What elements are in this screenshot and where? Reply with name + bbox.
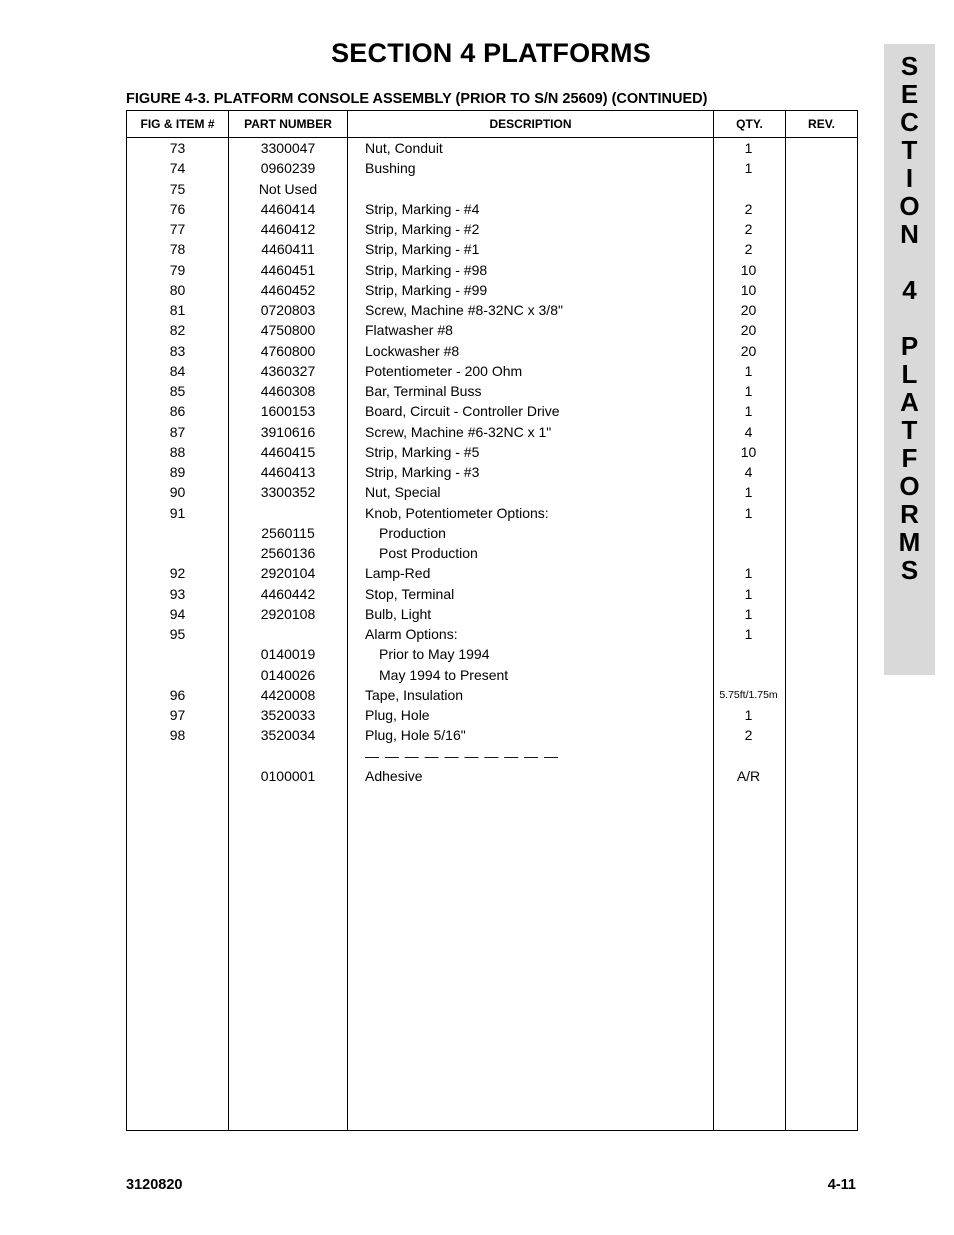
table-row <box>127 604 857 624</box>
cell-item-number: 89 <box>169 464 186 480</box>
cell-description: Post Production <box>379 545 478 561</box>
table-row <box>127 341 857 361</box>
side-tab-letter: L <box>901 359 918 389</box>
table-row <box>127 563 857 583</box>
table-row <box>127 482 857 502</box>
cell-part-number: 2920108 <box>260 605 316 622</box>
cell-item-number: 98 <box>169 727 186 744</box>
cell-part-number: 4460308 <box>260 383 316 399</box>
cell-description: Stop, Terminal <box>365 585 455 602</box>
table-row <box>127 422 857 442</box>
table-row <box>127 442 857 462</box>
cell-description: Strip, Marking - #4 <box>365 200 480 217</box>
side-tab-letter: E <box>900 79 919 109</box>
parts-table <box>126 110 858 1131</box>
cell-description: Screw, Machine #8-32NC x 3/8" <box>365 302 563 318</box>
cell-description: Production <box>379 524 446 541</box>
cell-qty: 10 <box>740 443 757 460</box>
figure-caption: FIGURE 4-3. PLATFORM CONSOLE ASSEMBLY (PRIOR TO S/N 25609) (CONTINUED) <box>126 91 708 107</box>
table-row <box>127 401 857 421</box>
table-row <box>127 685 857 705</box>
cell-item-number: 94 <box>169 605 186 622</box>
side-tab-letter: C <box>900 107 919 137</box>
table-row <box>127 543 857 563</box>
cell-description: Nut, Conduit <box>365 140 443 156</box>
side-tab-letter: T <box>901 415 918 445</box>
cell-description: Plug, Hole 5/16" <box>365 727 466 744</box>
table-row <box>127 584 857 604</box>
cell-item-number: 91 <box>169 504 186 521</box>
side-tab-letter: S <box>900 555 919 585</box>
cell-item-number: 77 <box>169 221 186 237</box>
cell-item-number: 85 <box>169 383 186 399</box>
cell-part-number: 0140026 <box>260 666 316 683</box>
cell-qty: 2 <box>744 221 753 237</box>
cell-description: Nut, Special <box>365 484 441 501</box>
cell-part-number: 0100001 <box>260 767 316 784</box>
cell-qty: 1 <box>744 707 753 723</box>
cell-item-number: 96 <box>169 686 186 703</box>
cell-item-number: 75 <box>169 180 186 197</box>
cell-item-number: 76 <box>169 200 186 217</box>
cell-part-number: 4460411 <box>261 241 315 258</box>
cell-item-number: 73 <box>169 140 186 156</box>
section-side-tab <box>884 44 935 675</box>
side-tab-letter: A <box>900 387 919 417</box>
cell-part-number: 4460442 <box>260 585 316 602</box>
cell-part-number: 4460412 <box>260 221 316 237</box>
separator-dashes: — — — — — — — — — — <box>365 747 560 764</box>
side-tab-letters <box>884 52 935 584</box>
cell-part-number: 2920104 <box>260 565 316 582</box>
cell-qty: 1 <box>744 160 753 177</box>
side-tab-letter: O <box>899 191 920 221</box>
cell-description: Lamp-Red <box>365 565 431 582</box>
cell-item-number: 88 <box>169 443 186 460</box>
header-part-number: PART NUMBER <box>244 117 332 131</box>
cell-item-number: 83 <box>169 342 186 359</box>
side-tab-letter: M <box>898 527 921 557</box>
table-row <box>127 138 857 158</box>
cell-part-number: 4460415 <box>260 443 316 460</box>
cell-description: Strip, Marking - #98 <box>365 261 488 278</box>
cell-item-number: 93 <box>169 585 186 602</box>
table-row <box>127 158 857 178</box>
cell-item-number: 90 <box>169 484 186 501</box>
cell-description: Alarm Options: <box>365 626 458 642</box>
cell-description: Bar, Terminal Buss <box>365 383 482 399</box>
side-tab-letter: O <box>899 471 920 501</box>
cell-part-number: 3520033 <box>260 707 316 723</box>
cell-qty: 20 <box>740 342 757 359</box>
header-qty: QTY. <box>736 117 763 131</box>
cell-description: Bushing <box>365 160 416 177</box>
side-tab-letter: P <box>900 331 919 361</box>
table-row <box>127 199 857 219</box>
cell-description: Plug, Hole <box>365 707 430 723</box>
table-row <box>127 280 857 300</box>
cell-qty: 2 <box>744 727 753 744</box>
table-row <box>127 219 857 239</box>
cell-description: Strip, Marking - #3 <box>365 464 480 480</box>
table-row <box>127 179 857 199</box>
cell-qty: 1 <box>744 484 753 501</box>
side-tab-letter: I <box>905 163 914 193</box>
cell-part-number: 4760800 <box>260 342 316 359</box>
cell-part-number: 4750800 <box>260 322 316 339</box>
side-tab-letter: F <box>901 443 918 473</box>
cell-part-number: 0140019 <box>260 646 316 663</box>
side-tab-letter: 4 <box>902 275 917 305</box>
cell-qty: 1 <box>744 362 753 379</box>
table-row <box>127 239 857 259</box>
cell-item-number: 82 <box>169 322 186 339</box>
cell-qty: 10 <box>740 261 757 278</box>
cell-part-number: 4460414 <box>260 200 316 217</box>
cell-description: Tape, Insulation <box>365 686 464 703</box>
cell-description: Lockwasher #8 <box>365 342 460 359</box>
cell-item-number: 79 <box>169 261 186 278</box>
table-row <box>127 381 857 401</box>
cell-part-number: 2560136 <box>260 545 316 561</box>
table-row <box>127 705 857 725</box>
cell-part-number: 4460452 <box>260 281 316 298</box>
cell-item-number: 87 <box>169 423 186 440</box>
cell-part-number: 0960239 <box>260 160 316 177</box>
cell-qty: 20 <box>740 322 757 339</box>
cell-description: Strip, Marking - #2 <box>365 221 480 237</box>
cell-item-number: 81 <box>169 302 186 318</box>
cell-part-number: 4460451 <box>260 261 316 278</box>
cell-part-number: 2560115 <box>261 524 315 541</box>
cell-description: Flatwasher #8 <box>365 322 453 339</box>
cell-qty: 1 <box>744 140 753 156</box>
cell-part-number: Not Used <box>258 180 318 197</box>
table-row <box>127 725 857 745</box>
table-row <box>127 766 857 786</box>
cell-part-number: 3520034 <box>260 727 316 744</box>
cell-qty: A/R <box>736 767 761 784</box>
cell-item-number: 74 <box>169 160 186 177</box>
cell-item-number: 97 <box>169 707 186 723</box>
table-row <box>127 361 857 381</box>
cell-qty: 1 <box>744 626 753 642</box>
table-row <box>127 624 857 644</box>
cell-qty: 4 <box>744 464 753 480</box>
header-description: DESCRIPTION <box>489 117 572 131</box>
side-tab-letter: T <box>901 135 918 165</box>
cell-qty: 1 <box>744 585 753 602</box>
cell-part-number: 3910616 <box>260 423 316 440</box>
cell-qty: 10 <box>740 281 757 298</box>
cell-qty: 1 <box>744 565 753 582</box>
side-tab-letter: S <box>900 51 919 81</box>
cell-part-number: 4460413 <box>260 464 316 480</box>
cell-description: Strip, Marking - #99 <box>365 281 488 298</box>
cell-item-number: 84 <box>169 362 186 379</box>
cell-description: Strip, Marking - #1 <box>365 241 480 258</box>
header-fig-item: FIG & ITEM # <box>140 117 215 131</box>
table-row <box>127 320 857 340</box>
cell-description: Bulb, Light <box>365 605 432 622</box>
table-row <box>127 665 857 685</box>
cell-part-number: 3300352 <box>260 484 316 501</box>
cell-qty: 2 <box>744 200 753 217</box>
cell-item-number: 86 <box>169 403 186 420</box>
cell-item-number: 95 <box>169 626 186 642</box>
cell-part-number: 4420008 <box>260 686 316 703</box>
cell-part-number: 1600153 <box>260 403 316 420</box>
cell-part-number: 3300047 <box>260 140 316 156</box>
cell-qty: 1 <box>744 605 753 622</box>
table-row <box>127 644 857 664</box>
cell-description: Prior to May 1994 <box>379 646 490 663</box>
cell-description: Board, Circuit - Controller Drive <box>365 403 560 420</box>
table-row <box>127 300 857 320</box>
table-row <box>127 503 857 523</box>
header-rev: REV. <box>808 117 835 131</box>
cell-description: Screw, Machine #6-32NC x 1" <box>365 423 552 440</box>
cell-qty: 20 <box>740 302 757 318</box>
cell-qty: 5.75ft/1.75m <box>719 688 778 701</box>
cell-part-number: 0720803 <box>260 302 316 318</box>
cell-description: May 1994 to Present <box>379 666 509 683</box>
cell-description: Strip, Marking - #5 <box>365 443 480 460</box>
cell-qty: 4 <box>744 423 753 440</box>
cell-description: Adhesive <box>365 767 423 784</box>
table-row <box>127 746 857 766</box>
cell-description: Potentiometer - 200 Ohm <box>365 362 523 379</box>
cell-part-number: 4360327 <box>260 362 316 379</box>
table-row <box>127 260 857 280</box>
table-row <box>127 523 857 543</box>
page-number: 4-11 <box>827 1177 856 1193</box>
cell-item-number: 78 <box>169 241 186 258</box>
document-number: 3120820 <box>126 1177 183 1193</box>
cell-qty: 2 <box>744 241 753 258</box>
cell-qty: 1 <box>744 403 753 420</box>
side-tab-letter: R <box>900 499 919 529</box>
cell-description: Knob, Potentiometer Options: <box>365 504 549 521</box>
side-tab-letter: N <box>900 219 919 249</box>
cell-qty: 1 <box>744 383 753 399</box>
cell-qty: 1 <box>744 504 753 521</box>
cell-item-number: 92 <box>169 565 186 582</box>
section-title: SECTION 4 PLATFORMS <box>331 38 651 68</box>
table-row <box>127 462 857 482</box>
cell-item-number: 80 <box>169 281 186 298</box>
